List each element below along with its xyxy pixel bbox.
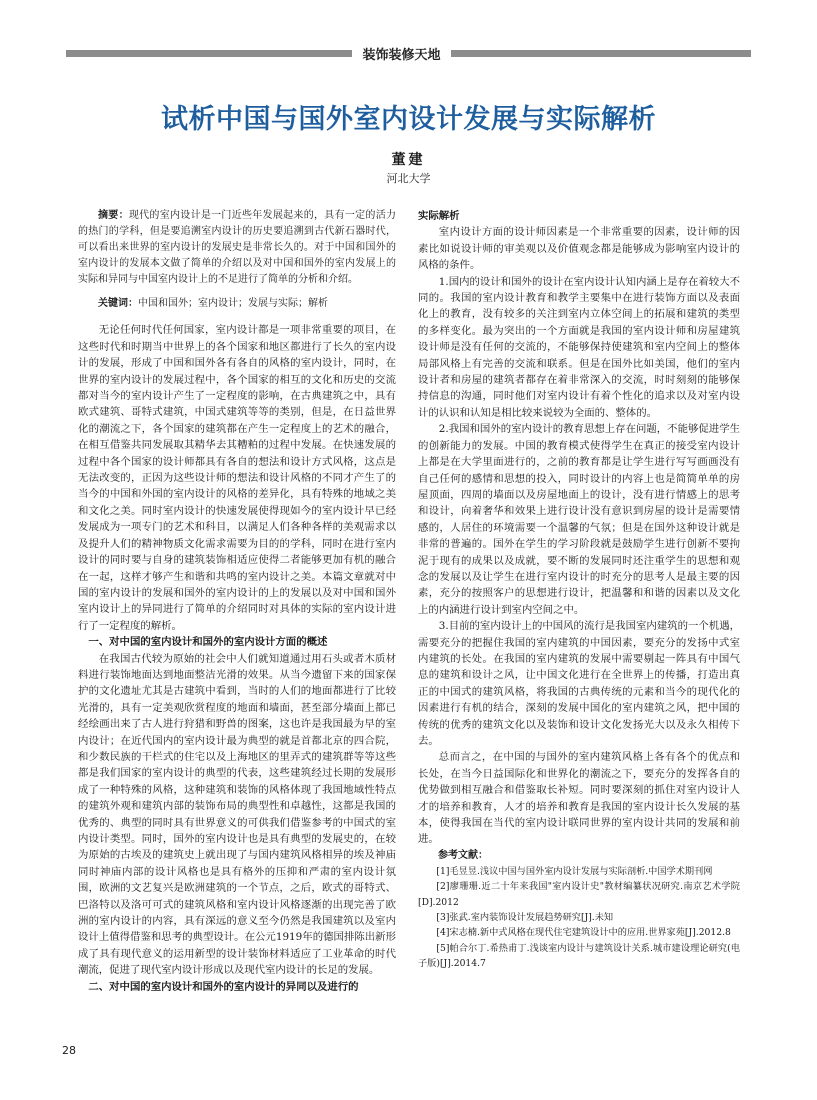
intro-paragraph: 无论任何时代任何国家，室内设计都是一项非常重要的项目，在这些时代和时期当中世界上的各个国家和地区都进行了长久的室内设计的发展，形成了中国和国外各有各自的风格的室内设计，同时，在世界的室内设计的发展过程中，各个国家的相互的文化和历史的交流都对当今的室内设计产生了一定程度的影响，在古典建筑之中，具有欧式建筑、哥特式建筑，中国式建筑等等的类别，但是，在日益世界化的潮流之下，各个国家的建筑都在产生一定程度上的艺术的融合，在相互借鉴共同发展取其精华去其糟粕的过程中发展。在快速发展的过程中各个国家的设计师都具有各自的想法和设计方式风格，这点是无法改变的，正因为这些设计师的想法和设计风格的不同才产生了的当今的中国和外国的室内设计的风格的差异化，具有特殊的地域之美和文化之美。同时室内设计的快速发展使得现如今的室内设计早已经发展成为一项专门的艺术和科目，以满足人们各种各样的美观需求以及提升人们的精神物质文化需求需要为目的的学科，同时在进行室内设计的同时要与自身的建筑装饰相适应使得二者能够更加有机的融合在一起，这样才够产生和谐和共鸣的室内设计之美。本篇文章就对中国的室内设计的发展和国外的室内设计的上的发展以及对中国和国外室内设计上的异同进行了简单的介绍同时对具体的实际的室内设计进行了一定程度的解析。 [78,324,396,632]
body-paragraph: 室内设计方面的设计师因素是一个非常重要的因素，设计师的因素比如说设计师的审美观以及价值观念都是能够成为影响室内设计的风格的条件。 [418,226,740,272]
reference-item: [2]廖珊珊.近二十年来我国"室内设计史"教材编纂状况研究.南京艺术学院[D].2012 [418,881,740,908]
section-heading: 实际解析 [418,210,460,222]
header-rule-left [66,50,352,57]
reference-item: [4]宋志楠.新中式风格在现代住宅建筑设计中的应用.世界家苑[J].2012.8 [436,927,731,939]
conclusion-paragraph: 总而言之，在中国的与国外的室内建筑风格上各有各个的优点和长处，在当今日益国际化和世界化的潮流之下，要充分的发挥各自的优势做到相互融合和借鉴取长补短。同时要深刻的抓住对室内设计人才的培养和教育，人才的培养和教育是我国的室内设计长久发展的基本，使得我国在当代的室内设计联同世界的室内设计共同的发展和前进。 [418,751,740,846]
body-paragraph: 2.我国和国外的室内设计的教育思想上存在问题，不能够促进学生的创新能力的发展。中国的教育模式使得学生在真正的接受室内设计上都是在大学里面进行的，之前的教育都是让学生进行写写画画没有自己任何的感情和思想的投入，同时设计的内容上也是简简单单的房屋顶面，四周的墙面以及房屋地面上的设计，没有进行情感上的思考和设计，向着奢华和效果上进行设计没有意识到房屋的设计是需要情感的，人居住的环境需要一个温馨的气氛；但是在国外这种设计就是非常的普遍的。国外在学生的学习阶段就是鼓励学生进行创新不要拘泥于现有的成果以及成就，要不断的发展同时还注重学生的思想和观念的发展以及让学生在进行室内设计的时充分的思考人是最主要的因素，充分的按照客户的思想进行设计，把温馨和和谐的因素以及文化上的内涵进行设计到室内空间之中。 [418,423,740,616]
article-title: 试析中国与国外室内设计发展与实际解析 [161,104,656,135]
reference-item: [1]毛昱昱.浅议中国与国外室内设计发展与实际剖析.中国学术期刊网 [436,865,713,877]
header-rule-right [451,50,751,57]
section-heading: 一、对中国的室内设计和国外的室内设计方面的概述 [88,636,328,649]
references-title: 参考文献： [438,849,488,861]
abstract [78,208,396,288]
section-label: 装饰装修天地 [362,48,441,63]
reference-item: [5]帕合尔丁.希热甫丁.浅谈室内设计与建筑设计关系.城市建设理论研究(电子版)[J].2014.7 [418,942,740,970]
keywords-text: 中国和国外；室内设计；发展与实际；解析 [138,298,328,309]
abstract-text: 现代的室内设计是一门近些年发展起来的，具有一定的活力的热门的学科，但是要追溯室内设计的历史要追溯到古代新石器时代，可以看出来世界的室内设计的发展史是非常长久的。对于中国和国外的室内设计的发展本文做了简单的介绍以及对中国和国外的室内发展上的实际和异同与中国室内设计上的不足进行了简单的分析和介绍。 [78,210,397,285]
keywords [78,296,396,312]
body-paragraph: 3.目前的室内设计上的中国风的流行是我国室内建筑的一个机遇，需要充分的把握住我国的室内建筑的中国因素，要充分的发扬中式室内建筑的长处。在我国的室内建筑的发展中需要剔起一阵具有中国气息的建筑和设计之风，让中国文化进行在全世界上的传播，打造出真正的中国式的建筑风格，将我国的古典传统的元素和当今的现代化的因素进行有机的结合，深刻的发展中国化的室内建筑之风，把中国的传统的优秀的建筑文化以及装饰和设计文化发扬光大以及永久相传下去。 [418,620,740,747]
body-paragraph: 在我国古代较为原始的社会中人们就知道通过用石头或者木质材料进行装饰地面达到地面整洁光滑的效果。从当今遗留下来的国家保护的文化遗址尤其是古建筑中看到，当时的人们的地面都进行了比较光滑的，具有一定美观欣赏程度的地面和墙面，甚至部分墙面上都已经绘画出来了古人进行狩猎和野兽的图案，这也许是我国最为早的室内设计；在近代国内的室内设计最为典型的就是首都北京的四合院，和少数民族的干栏式的住宅以及上海地区的里弄式的建筑群等等这些都是我们国家的室内设计的典型的代表，这些建筑经过长期的发展形成了一种特殊的风格，这种建筑和装饰的风格体现了我国地域性特点的建筑外观和建筑内部的装饰布局的典型性和卓越性，这都是我国的优秀的、典型的同时具有世界意义的可供我们借鉴参考的中国式的室内设计类型。同时，国外的室内设计也是具有典型的发展史的，在较为原始的古埃及的建筑史上就出现了与国内建筑风格相异的埃及神庙同时神庙内部的设计风格也是具有格外的压抑和严肃的室内设计氛围，欧洲的文艺复兴是欧洲建筑的一个节点，之后，欧式的哥特式、巴洛特以及洛可可式的建筑风格和室内设计风格逐渐的出现完善了欧洲的室内设计的内容，具有深远的意义至今仍然是我国建筑以及室内设计上值得借鉴和思考的典型设计。在公元1919年的德国排陈出新形成了具有现代意义的运用新型的设计装饰材料适应了工业革命的时代潮流，促进了现代室内设计形成以及现代室内设计的长足的发展。 [78,652,396,977]
reference-item: [3]张武.室内装饰设计发展趋势研究[J].未知 [436,912,614,924]
keywords-label: 关键词： [98,298,138,309]
page-number: 28 [62,1044,76,1057]
author-name: 董建 [391,152,426,168]
body-paragraph: 1.国内的设计和国外的设计在室内设计认知内涵上是存在着较大不同的。我国的室内设计教育和教学主要集中在进行装饰方面以及表面化上的教育，没有较多的关注到室内立体空间上的拓展和建筑的类型的多样变化。最为突出的一个方面就是我国的室内设计师和房屋建筑设计师是没有任何的交流的，不能够保持使建筑和室内空间上的整体局部风格上有完善的交流和联系。但是在国外比如美国，他们的室内设计者和房屋的建筑者都存在着非常深入的交流，时时刻刻的能够保持信息的沟通，同时他们对室内设计有着个性化的追求以及对室内设计的认识和认知是相比较来说较为全面的、整体的。 [418,275,740,419]
section-heading: 二、对中国的室内设计和国外的室内设计的异同以及进行的 [88,980,359,993]
right-column [418,208,740,972]
left-column [78,208,396,995]
author-affiliation: 河北大学 [386,172,431,185]
abstract-label: 摘要： [98,210,129,221]
